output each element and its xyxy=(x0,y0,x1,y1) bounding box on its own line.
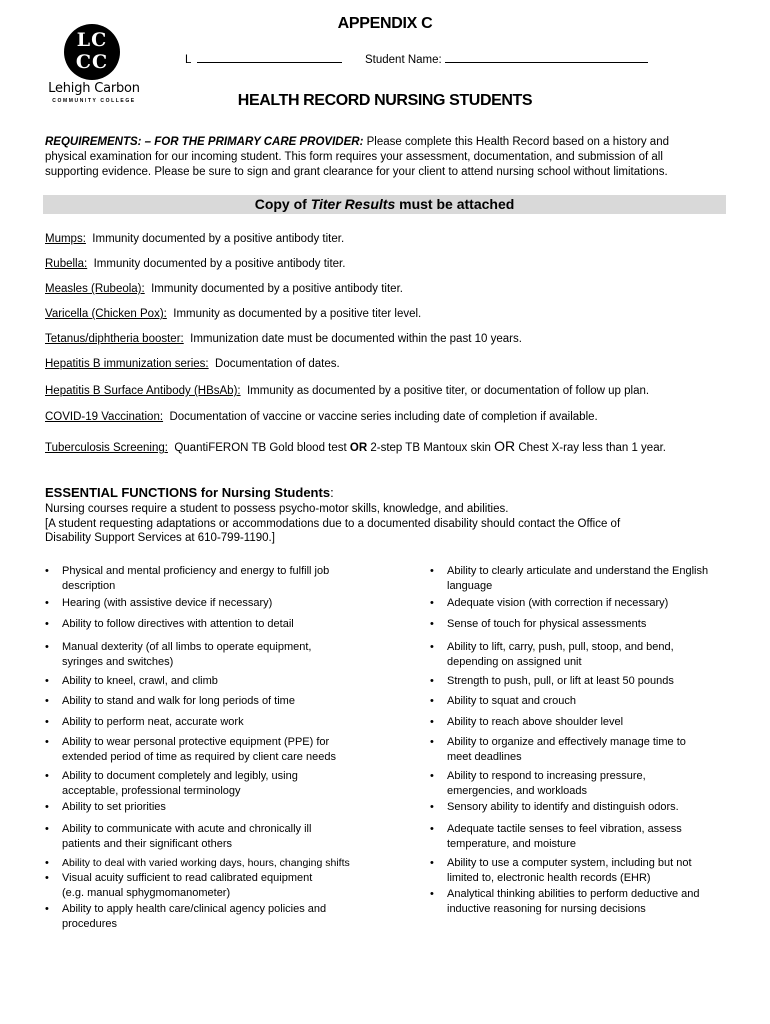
titer-item xyxy=(45,385,649,397)
list-item-text: Ability to communicate with acute and chronically ill xyxy=(62,823,312,835)
essential-functions-heading xyxy=(45,485,334,500)
banner-emphasis: Titer Results xyxy=(310,196,396,212)
list-item-text: Ability to stand and walk for long periods of time xyxy=(62,695,295,707)
titer-text: Immunity as documented by a positive titer, or documentation of follow up plan. xyxy=(246,385,650,397)
bullet-glyph: • xyxy=(430,675,434,687)
requirements-paragraph xyxy=(45,135,735,180)
bullet-glyph: • xyxy=(45,618,49,630)
titer-results-banner xyxy=(43,195,726,214)
list-item-text: Ability to document completely and legibly, using xyxy=(62,770,298,782)
bullet-glyph: • xyxy=(430,597,434,609)
tb-or: OR xyxy=(349,442,368,454)
list-item-text: acceptable, professional terminology xyxy=(62,784,241,797)
essential-intro-line: Nursing courses require a student to possess psycho-motor skills, knowledge, and abilities. xyxy=(45,503,509,515)
titer-text: Immunity documented by a positive antibody titer. xyxy=(151,283,403,295)
tb-text: 2-step TB Mantoux skin xyxy=(367,442,495,454)
list-item-text: Adequate tactile senses to feel vibration, assess xyxy=(447,823,682,835)
list-item-text: Manual dexterity (of all limbs to operate equipment, xyxy=(62,641,312,653)
list-item-text: description xyxy=(62,579,116,592)
bullet-glyph: • xyxy=(45,872,49,884)
titer-item xyxy=(45,333,522,345)
tb-text: Chest X-ray less than 1 year. xyxy=(515,442,666,454)
list-item-text: Ability to lift, carry, push, pull, stoop, and bend, xyxy=(447,641,674,653)
titer-label: COVID-19 Vaccination: xyxy=(45,411,164,423)
bullet-glyph: • xyxy=(45,770,49,782)
list-item-text: Ability to wear personal protective equipment (PPE) for xyxy=(62,736,330,748)
titer-label: Rubella: xyxy=(45,258,88,270)
student-name-field[interactable] xyxy=(365,52,648,66)
bullet-glyph: • xyxy=(45,903,49,915)
titer-item xyxy=(45,258,345,270)
titer-label: Varicella (Chicken Pox): xyxy=(45,308,167,320)
list-item-text: Ability to clearly articulate and understand the English xyxy=(447,565,709,577)
essential-heading-colon: : xyxy=(330,485,334,500)
page-title: HEALTH RECORD NURSING STUDENTS xyxy=(237,92,533,109)
logo-letters-bottom: CC xyxy=(75,51,109,73)
bullet-glyph: • xyxy=(430,641,434,653)
list-item-text: limited to, electronic health records (EHR) xyxy=(447,871,651,884)
titer-item xyxy=(45,233,344,245)
list-item-text: Sensory ability to identify and distinguish odors. xyxy=(447,801,679,813)
requirements-line: supporting evidence. Please be sure to sign and grant clearance for your client to attend nursing school without limitations. xyxy=(45,166,668,178)
requirements-line: physical examination for our incoming student. This form requires your assessment, documentation, and submission of all xyxy=(45,151,663,163)
list-item-text: Ability to respond to increasing pressure, xyxy=(447,770,646,782)
titer-text: Documentation of vaccine or vaccine series including date of completion if available. xyxy=(169,411,598,423)
bullet-glyph: • xyxy=(430,695,434,707)
list-item-text: Ability to deal with varied working days, hours, changing shifts xyxy=(62,857,350,869)
titer-item xyxy=(45,308,421,320)
bullet-glyph: • xyxy=(430,716,434,728)
bullet-glyph: • xyxy=(45,565,49,577)
list-item-text: syringes and switches) xyxy=(62,655,174,668)
list-item-text: Visual acuity sufficient to read calibrated equipment xyxy=(62,872,313,884)
titer-text: Immunity documented by a positive antibody titer. xyxy=(93,258,346,270)
logo-subtitle: COMMUNITY COLLEGE xyxy=(52,98,136,104)
list-item-text: extended period of time as required by client care needs xyxy=(62,750,336,763)
list-item-text: Ability to use a computer system, including but not xyxy=(447,857,692,869)
bullet-glyph: • xyxy=(45,695,49,707)
list-item-text: Ability to perform neat, accurate work xyxy=(62,716,244,728)
requirements-line: Please complete this Health Record based on a history and xyxy=(366,136,669,148)
titer-text: Documentation of dates. xyxy=(215,358,340,370)
titer-text: Immunity documented by a positive antibody titer. xyxy=(92,233,345,245)
bullet-glyph: • xyxy=(45,801,49,813)
bullet-glyph: • xyxy=(430,801,434,813)
bullet-glyph: • xyxy=(45,716,49,728)
titer-item xyxy=(45,358,340,370)
essential-intro-line: [A student requesting adaptations or accommodations due to a documented disability should contact the Office of xyxy=(45,517,621,530)
list-item-text: Ability to set priorities xyxy=(62,801,166,813)
list-item-text: Hearing (with assistive device if necessary) xyxy=(62,597,273,609)
bullet-glyph: • xyxy=(430,888,434,900)
requirements-lead: REQUIREMENTS: – FOR THE PRIMARY CARE PROVIDER: xyxy=(45,136,364,148)
list-item-text: depending on assigned unit xyxy=(447,655,582,668)
list-item-text: Ability to kneel, crawl, and climb xyxy=(62,675,218,687)
student-name-line[interactable] xyxy=(445,52,648,63)
titer-label: Tetanus/diphtheria booster: xyxy=(45,333,184,345)
bullet-glyph: • xyxy=(430,565,434,577)
banner-text: Copy of xyxy=(254,196,311,212)
list-item-text: Sense of touch for physical assessments xyxy=(447,618,647,630)
l-number-label: L xyxy=(185,54,191,66)
bullet-glyph: • xyxy=(430,823,434,835)
list-item-text: Ability to reach above shoulder level xyxy=(447,716,624,728)
titer-item xyxy=(45,411,598,423)
titer-label: Hepatitis B Surface Antibody (HBsAb): xyxy=(45,385,241,397)
essential-intro-line: Disability Support Services at 610-799-1190.] xyxy=(45,532,275,544)
titer-text: Immunization date must be documented within the past 10 years. xyxy=(190,333,522,345)
bullet-glyph: • xyxy=(45,736,49,748)
essential-functions-intro xyxy=(45,502,725,546)
list-item-text: Strength to push, pull, or lift at least 50 pounds xyxy=(447,675,674,687)
bullet-glyph: • xyxy=(430,770,434,782)
list-item-text: Adequate vision (with correction if necessary) xyxy=(447,597,669,609)
list-item-text: Ability to follow directives with attention to detail xyxy=(62,618,294,630)
bullet-glyph: • xyxy=(430,736,434,748)
logo-name: Lehigh Carbon xyxy=(48,81,140,96)
titer-label: Tuberculosis Screening: xyxy=(45,442,168,454)
essential-heading-text: ESSENTIAL FUNCTIONS for Nursing Students xyxy=(45,485,331,500)
list-item-text: Ability to organize and effectively manage time to xyxy=(447,736,686,748)
list-item-text: procedures xyxy=(62,917,118,930)
tb-or-large: OR xyxy=(494,438,516,454)
list-item-text: patients and their significant others xyxy=(62,837,232,850)
titer-label: Hepatitis B immunization series: xyxy=(45,358,209,370)
list-item-text: Analytical thinking abilities to perform deductive and xyxy=(447,888,700,900)
banner-text: must be attached xyxy=(395,196,515,212)
bullet-glyph: • xyxy=(45,857,49,869)
bullet-glyph: • xyxy=(430,618,434,630)
titer-text: Immunity as documented by a positive titer level. xyxy=(173,308,422,320)
titer-label: Measles (Rubeola): xyxy=(45,283,145,295)
l-number-line[interactable] xyxy=(197,52,342,63)
l-number-field[interactable] xyxy=(185,52,342,66)
list-item-text: inductive reasoning for nursing decisions xyxy=(447,902,646,915)
logo-letters xyxy=(64,29,120,73)
list-item-text: Ability to apply health care/clinical agency policies and xyxy=(62,903,327,915)
tb-screening-item xyxy=(45,438,666,454)
list-item-text: (e.g. manual sphygmomanometer) xyxy=(62,886,231,899)
bullet-glyph: • xyxy=(45,641,49,653)
tb-text: QuantiFERON TB Gold blood test xyxy=(174,442,350,454)
bullet-glyph: • xyxy=(45,675,49,687)
bullet-glyph: • xyxy=(45,823,49,835)
logo-letters-top: LC xyxy=(76,29,108,51)
appendix-heading: APPENDIX C xyxy=(337,15,433,32)
titer-item xyxy=(45,283,403,295)
list-item-text: language xyxy=(447,579,493,592)
list-item-text: Ability to squat and crouch xyxy=(447,695,577,707)
bullet-glyph: • xyxy=(45,597,49,609)
student-name-label: Student Name: xyxy=(365,54,442,66)
list-item-text: temperature, and moisture xyxy=(447,837,577,850)
list-item-text: emergencies, and workloads xyxy=(447,784,588,797)
titer-label: Mumps: xyxy=(45,233,86,245)
list-item-text: meet deadlines xyxy=(447,750,522,763)
list-item-text: Physical and mental proficiency and energy to fulfill job xyxy=(62,565,330,577)
bullet-glyph: • xyxy=(430,857,434,869)
